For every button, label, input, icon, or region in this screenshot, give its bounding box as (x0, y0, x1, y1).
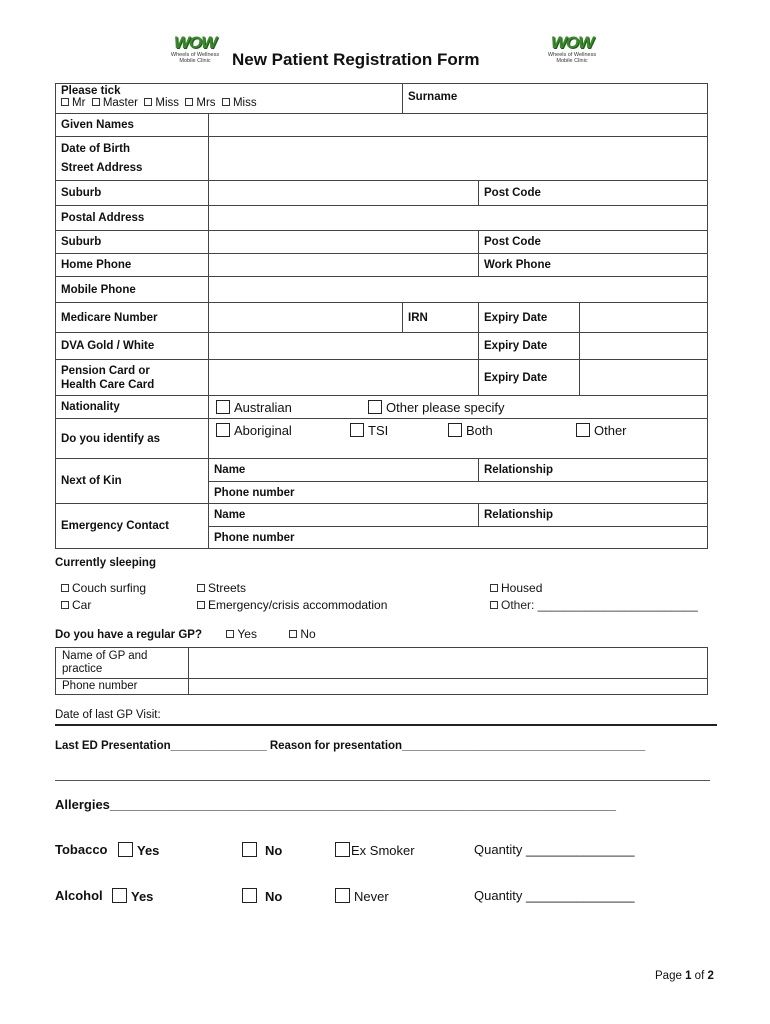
checkbox-gp-no[interactable] (289, 630, 297, 638)
checkbox-mrs[interactable] (185, 98, 193, 106)
kin-phone-label: Phone number (209, 482, 708, 504)
home-phone-field[interactable] (209, 254, 479, 277)
pension-expiry-label: Expiry Date (479, 360, 580, 396)
emergency-phone-label: Phone number (209, 527, 708, 549)
gp-name-label-1: Name of GP and (62, 650, 148, 662)
nationality-label: Nationality (56, 396, 209, 419)
irn-label: IRN (403, 303, 479, 333)
medicare-field[interactable] (209, 303, 403, 333)
registration-table: Please tick Mr Master Miss Mrs Miss Surname Given Names Date of Birth Street Address Suburb Post Code Postal Address Suburb Post Code Home Phone Work Phone Mobile Phone Medicare Number IRN Expiry Date DVA Gold / White Expiry Date Pension Card or Health Care Card Expiry Date Nationality Australian Other please specify Do you identify as Aboriginal TSI Both Other Next of Kin Name Relationship Phone number Emergency Contact Name Relationship Phone number (55, 83, 708, 549)
gp-name-field[interactable] (189, 648, 708, 679)
logo-right: WOW Wheels of Wellness Mobile Clinic (547, 33, 597, 64)
last-ed-label: Last ED Presentation_______________ (55, 740, 267, 752)
dva-label: DVA Gold / White (56, 333, 209, 360)
pension-label-2: Health Care Card (61, 378, 155, 391)
suburb-2-field[interactable] (209, 231, 479, 254)
dob-label: Date of Birth (61, 143, 130, 155)
checkbox-master[interactable] (92, 98, 100, 106)
pension-field[interactable] (209, 360, 479, 396)
street-address-field[interactable] (209, 137, 708, 181)
tobacco-label: Tobacco (55, 842, 108, 857)
checkbox-alcohol-no[interactable] (242, 888, 257, 903)
emergency-accommodation-label: Emergency/crisis accommodation (208, 598, 388, 612)
emergency-relationship-label: Relationship (479, 504, 708, 527)
checkbox-miss[interactable] (144, 98, 152, 106)
checkbox-australian[interactable] (216, 400, 230, 414)
suburb-2-label: Suburb (56, 231, 209, 254)
checkbox-emergency-accommodation[interactable] (197, 601, 205, 609)
mobile-phone-label: Mobile Phone (56, 277, 209, 303)
checkbox-housed[interactable] (490, 584, 498, 592)
postal-address-field[interactable] (209, 206, 708, 231)
medicare-label: Medicare Number (56, 303, 209, 333)
next-of-kin-label: Next of Kin (56, 459, 209, 504)
page-title: New Patient Registration Form (232, 50, 480, 69)
dva-expiry-field[interactable] (580, 333, 708, 360)
surname-label: Surname (408, 91, 458, 103)
gp-question: Do you have a regular GP? (55, 629, 202, 641)
last-gp-visit-label: Date of last GP Visit: (55, 709, 161, 721)
post-code-2-label: Post Code (479, 231, 708, 254)
checkbox-never[interactable] (335, 888, 350, 903)
checkbox-gp-yes[interactable] (226, 630, 234, 638)
reason-label: Reason for presentation______________________________________ (269, 740, 646, 752)
pension-expiry-field[interactable] (580, 360, 708, 396)
checkbox-miss-2[interactable] (222, 98, 230, 106)
please-tick-label: Please tick (61, 85, 121, 97)
post-code-label: Post Code (479, 181, 708, 206)
gp-phone-label: Phone number (56, 679, 189, 695)
alcohol-label: Alcohol (55, 888, 103, 903)
divider (55, 724, 717, 726)
suburb-label: Suburb (56, 181, 209, 206)
kin-relationship-label: Relationship (479, 459, 708, 482)
checkbox-couch[interactable] (61, 584, 69, 592)
allergies-label: Allergies______________________________________________________________________ (55, 797, 617, 812)
pension-label-1: Pension Card or (61, 364, 150, 377)
other-sleeping-label: Other: ________________________ (501, 598, 698, 612)
gp-phone-field[interactable] (189, 679, 708, 695)
checkbox-tobacco-no[interactable] (242, 842, 257, 857)
logo-left: WOW Wheels of Wellness Mobile Clinic (170, 33, 220, 64)
streets-label: Streets (208, 581, 247, 595)
emergency-contact-label: Emergency Contact (56, 504, 209, 549)
work-phone-label: Work Phone (479, 254, 708, 277)
checkbox-other-sleeping[interactable] (490, 601, 498, 609)
housed-label: Housed (501, 581, 543, 595)
given-names-label: Given Names (56, 114, 209, 137)
gp-name-label-2: practice (62, 663, 103, 675)
checkbox-streets[interactable] (197, 584, 205, 592)
suburb-field[interactable] (209, 181, 479, 206)
checkbox-tsi[interactable] (350, 423, 364, 437)
checkbox-mr[interactable] (61, 98, 69, 106)
dva-expiry-label: Expiry Date (479, 333, 580, 360)
checkbox-aboriginal[interactable] (216, 423, 230, 437)
kin-name-label: Name (209, 459, 479, 482)
gp-table (55, 647, 708, 695)
couch-label: Couch surfing (72, 581, 147, 595)
checkbox-other-nationality[interactable] (368, 400, 382, 414)
checkbox-alcohol-yes[interactable] (112, 888, 127, 903)
checkbox-car[interactable] (61, 601, 69, 609)
tobacco-quantity[interactable]: Quantity _______________ (474, 842, 635, 857)
expiry-label: Expiry Date (479, 303, 580, 333)
car-label: Car (72, 598, 92, 612)
street-address-label: Street Address (61, 162, 143, 174)
mobile-phone-field[interactable] (209, 277, 708, 303)
page-number: Page 1 of 2 (655, 970, 714, 982)
given-names-field[interactable] (209, 114, 708, 137)
checkbox-tobacco-yes[interactable] (118, 842, 133, 857)
postal-address-label: Postal Address (56, 206, 209, 231)
home-phone-label: Home Phone (56, 254, 209, 277)
medicare-expiry-field[interactable] (580, 303, 708, 333)
emergency-name-label: Name (209, 504, 479, 527)
alcohol-quantity[interactable]: Quantity _______________ (474, 888, 635, 903)
ed-extra-line[interactable] (55, 780, 710, 781)
checkbox-ex-smoker[interactable] (335, 842, 350, 857)
identify-label: Do you identify as (56, 419, 209, 459)
sleeping-heading: Currently sleeping (55, 557, 156, 569)
checkbox-other-identity[interactable] (576, 423, 590, 437)
dva-field[interactable] (209, 333, 479, 360)
checkbox-both[interactable] (448, 423, 462, 437)
